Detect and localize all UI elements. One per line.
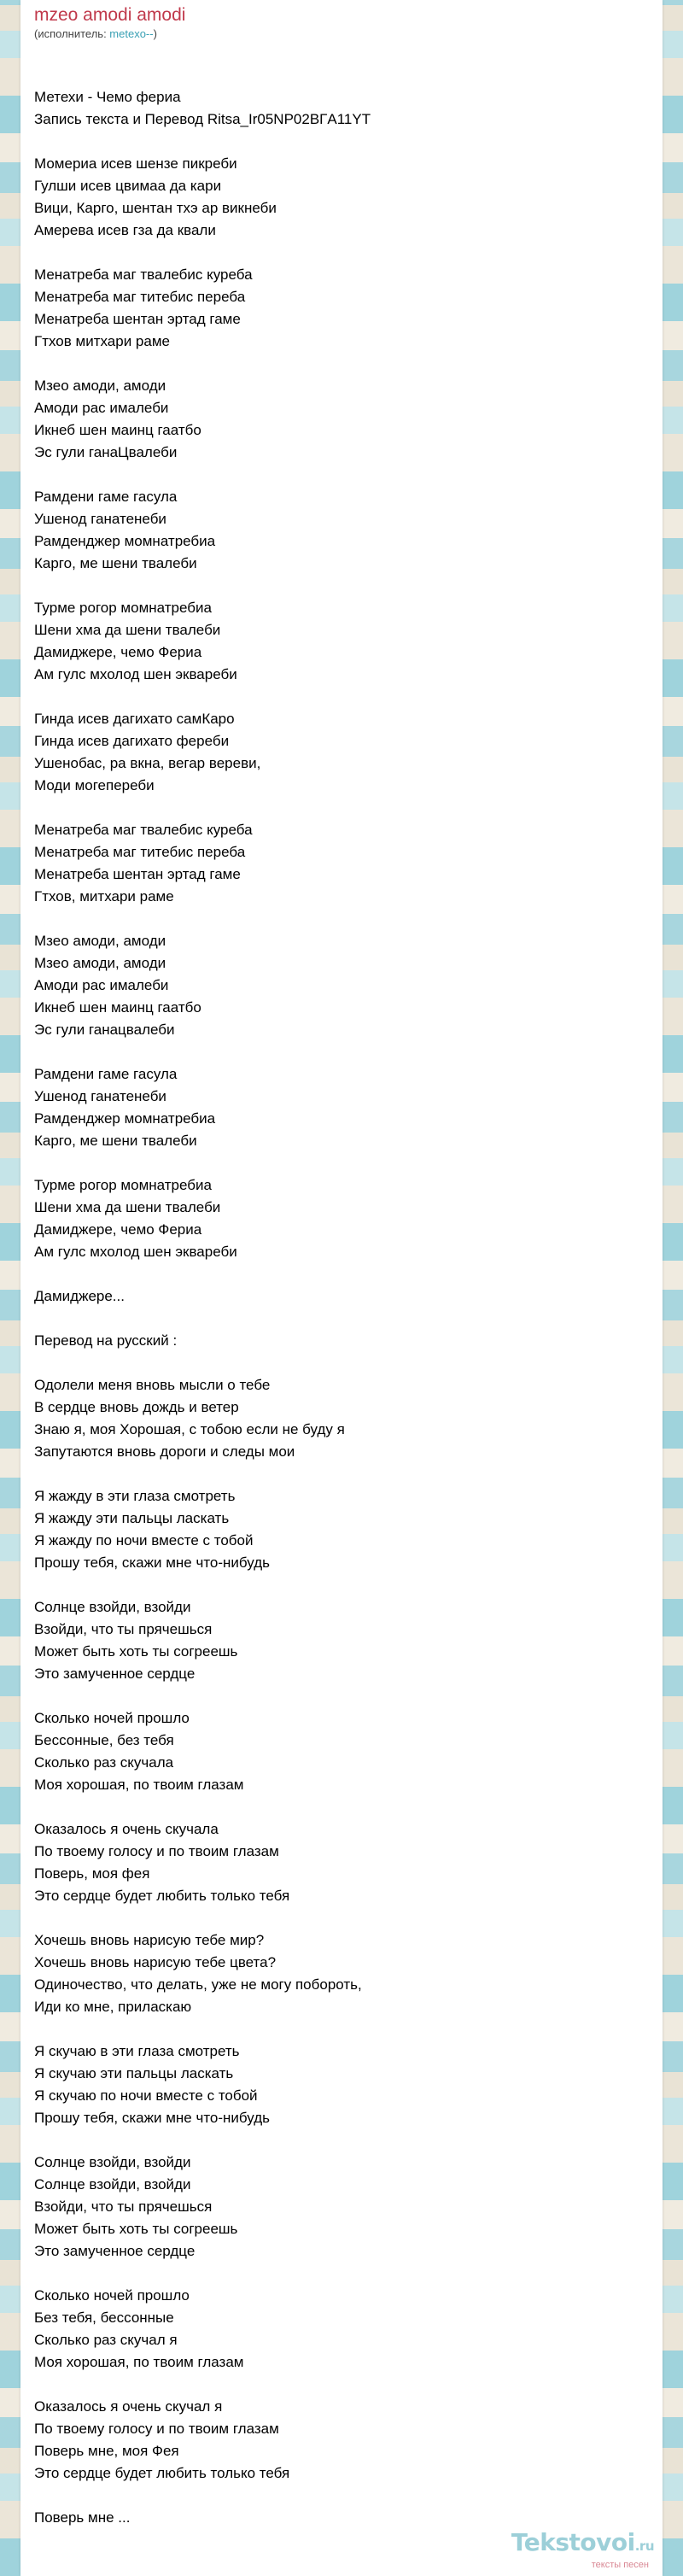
lyric-line: По твоему голосу и по твоим глазам <box>34 2421 279 2437</box>
lyrics-stanza <box>34 1330 649 1352</box>
lyric-line: Ушенод ганатенеби <box>34 511 166 527</box>
song-title: mzeo amodi amodi <box>34 5 186 25</box>
lyrics-stanza <box>34 1707 649 1796</box>
lyrics-stanza <box>34 2507 649 2529</box>
lyrics-stanza <box>34 2040 649 2129</box>
lyric-line: Сколько раз скучала <box>34 1754 174 1771</box>
lyric-line: Солнце взойди, взойди <box>34 1599 191 1615</box>
lyric-line: Взойди, что ты прячешься <box>34 2198 213 2215</box>
lyric-line: Эс гули ганацвалеби <box>34 1022 175 1038</box>
lyric-line: Сколько ночей прошло <box>34 1710 190 1726</box>
lyrics-stanza <box>34 708 649 797</box>
lyric-line: Гтхов митхари раме <box>34 333 170 349</box>
lyric-line: Перевод на русский : <box>34 1332 178 1349</box>
lyric-line: Сколько раз скучал я <box>34 2332 178 2348</box>
lyric-line: Это сердце будет любить только тебя <box>34 2465 290 2481</box>
lyric-line: Амерева исев гза да квали <box>34 222 216 238</box>
song-header <box>34 3 649 41</box>
lyric-line: Шени хма да шени твалеби <box>34 1199 221 1215</box>
lyric-line: Менатреба маг твалебис куреба <box>34 266 253 283</box>
lyric-line: Мзео амоди, амоди <box>34 955 166 971</box>
lyric-line: Поверь, моя фея <box>34 1865 150 1882</box>
lyric-line: Дамиджере, чемо Фериа <box>34 644 202 660</box>
lyric-line: Эс гули ганаЦвалеби <box>34 444 178 460</box>
lyric-line: Моя хорошая, по твоим глазам <box>34 2354 244 2370</box>
lyrics-stanza <box>34 1596 649 1685</box>
lyric-line: Ам гулс мхолод шен эквареби <box>34 1244 237 1260</box>
lyric-line: Запись текста и Перевод Ritsa_Ir05NP02BГA11YT <box>34 111 371 127</box>
lyric-line: Рамденджер момнатребиа <box>34 1110 216 1127</box>
lyric-line: Икнеб шен маинц гаатбо <box>34 999 201 1016</box>
lyric-line: Менатреба маг титебис переба <box>34 289 246 305</box>
performer-link[interactable]: metexo-- <box>109 27 154 40</box>
lyric-line: Оказалось я очень скучала <box>34 1821 219 1837</box>
lyric-line: Икнеб шен маинц гаатбо <box>34 422 201 438</box>
logo-name: Tekstovoi <box>511 2528 635 2556</box>
logo-tagline: тексты песен <box>591 2560 649 2570</box>
lyrics-stanza <box>34 597 649 686</box>
lyric-line: Гтхов, митхари раме <box>34 888 174 905</box>
lyric-line: В сердце вновь дождь и ветер <box>34 1399 239 1415</box>
lyrics-body <box>34 86 649 2551</box>
lyrics-stanza <box>34 375 649 464</box>
lyric-line: Ушенод ганатенеби <box>34 1088 166 1104</box>
lyric-line: Это сердце будет любить только тебя <box>34 1888 290 1904</box>
lyric-line: Прошу тебя, скажи мне что-нибудь <box>34 2110 271 2126</box>
lyric-line: Я скучаю по ночи вместе с тобой <box>34 2087 258 2104</box>
lyric-line: Гулши исев цвимаа да кари <box>34 178 222 194</box>
lyrics-stanza <box>34 2396 649 2485</box>
lyric-line: Мзео амоди, амоди <box>34 378 166 394</box>
lyric-line: Одолели меня вновь мысли о тебе <box>34 1377 271 1393</box>
lyrics-stanza <box>34 1818 649 1907</box>
lyric-line: Мзео амоди, амоди <box>34 933 166 949</box>
lyrics-stanza <box>34 153 649 242</box>
lyric-line: Карго, ме шени твалеби <box>34 555 197 571</box>
site-logo[interactable] <box>466 2529 654 2571</box>
lyric-line: Ушенобас, ра вкна, вегар вереви, <box>34 755 261 771</box>
lyric-line: Поверь мне ... <box>34 2509 131 2526</box>
lyric-line: Одиночество, что делать, уже не могу побороть, <box>34 1976 362 1993</box>
lyric-line: Гинда исев дагихато фереби <box>34 733 230 749</box>
lyric-line: Хочешь вновь нарисую тебе мир? <box>34 1932 265 1948</box>
lyric-line: Бессонные, без тебя <box>34 1732 174 1748</box>
lyric-line: Я скучаю эти пальцы ласкать <box>34 2065 234 2081</box>
performer-prefix: (исполнитель: <box>34 27 110 40</box>
lyric-line: Амоди рас ималеби <box>34 977 169 993</box>
lyric-line: Моя хорошая, по твоим глазам <box>34 1777 244 1793</box>
lyric-line: Поверь мне, моя Фея <box>34 2443 179 2459</box>
lyrics-stanza <box>34 86 649 131</box>
lyrics-stanza <box>34 2152 649 2263</box>
lyric-line: Сколько ночей прошло <box>34 2287 190 2304</box>
lyric-line: Метехи - Чемо фериа <box>34 89 181 105</box>
lyrics-stanza <box>34 1485 649 1574</box>
lyric-line: Это замученное сердце <box>34 2243 196 2259</box>
logo-suffix: .ru <box>634 2538 654 2554</box>
performer-line <box>34 27 649 41</box>
lyric-line: Запутаются вновь дороги и следы мои <box>34 1443 295 1460</box>
lyric-line: Рамденджер момнатребиа <box>34 533 216 549</box>
lyric-line: Турме рогор момнатребиа <box>34 1177 212 1193</box>
lyric-line: Взойди, что ты прячешься <box>34 1621 213 1637</box>
lyric-line: Прошу тебя, скажи мне что-нибудь <box>34 1554 271 1571</box>
lyrics-stanza <box>34 1374 649 1463</box>
lyric-line: Гинда исев дагихато самКаро <box>34 711 235 727</box>
lyric-line: Шени хма да шени твалеби <box>34 622 221 638</box>
lyrics-stanza <box>34 1929 649 2018</box>
lyric-line: Вици, Карго, шентан тхэ ар викнеби <box>34 200 277 216</box>
lyric-line: Солнце взойди, взойди <box>34 2154 191 2170</box>
lyric-line: Рамдени гаме гасула <box>34 489 178 505</box>
lyric-line: Я жажду по ночи вместе с тобой <box>34 1532 254 1549</box>
lyric-line: Рамдени гаме гасула <box>34 1066 178 1082</box>
lyric-line: Хочешь вновь нарисую тебе цвета? <box>34 1954 277 1970</box>
lyrics-stanza <box>34 819 649 908</box>
lyric-line: Знаю я, моя Хорошая, с тобою если не буду я <box>34 1421 345 1437</box>
content-sheet <box>20 0 663 2576</box>
lyric-line: Может быть хоть ты согреешь <box>34 1643 238 1660</box>
lyrics-stanza <box>34 1174 649 1263</box>
lyrics-stanza <box>34 1063 649 1152</box>
lyric-line: Дамиджере... <box>34 1288 125 1304</box>
lyric-line: Менатреба маг твалебис куреба <box>34 822 253 838</box>
lyric-line: Я жажду в эти глаза смотреть <box>34 1488 236 1504</box>
lyric-line: По твоему голосу и по твоим глазам <box>34 1843 279 1859</box>
lyrics-stanza <box>34 930 649 1041</box>
lyric-line: Турме рогор момнатребиа <box>34 600 212 616</box>
lyrics-stanza <box>34 264 649 353</box>
lyric-line: Может быть хоть ты согреешь <box>34 2221 238 2237</box>
lyric-line: Я жажду эти пальцы ласкать <box>34 1510 230 1526</box>
lyric-line: Иди ко мне, приласкаю <box>34 1999 192 2015</box>
lyric-line: Момериа исев шензе пикреби <box>34 155 237 172</box>
lyric-line: Без тебя, бессонные <box>34 2310 174 2326</box>
lyric-line: Ам гулс мхолод шен эквареби <box>34 666 237 682</box>
lyric-line: Солнце взойди, взойди <box>34 2176 191 2193</box>
lyrics-stanza <box>34 486 649 575</box>
lyric-line: Моди могепереби <box>34 777 155 793</box>
lyric-line: Амоди рас ималеби <box>34 400 169 416</box>
performer-suffix: ) <box>153 27 157 40</box>
lyric-line: Это замученное сердце <box>34 1666 196 1682</box>
lyrics-stanza <box>34 1285 649 1308</box>
logo-wordmark <box>466 2529 654 2560</box>
lyric-line: Я скучаю в эти глаза смотреть <box>34 2043 240 2059</box>
lyric-line: Менатреба маг титебис переба <box>34 844 246 860</box>
lyric-line: Менатреба шентан эртад гаме <box>34 866 241 882</box>
lyric-line: Менатреба шентан эртад гаме <box>34 311 241 327</box>
lyric-line: Оказалось я очень скучал я <box>34 2398 223 2415</box>
lyrics-stanza <box>34 2285 649 2374</box>
lyric-line: Карго, ме шени твалеби <box>34 1133 197 1149</box>
lyric-line: Дамиджере, чемо Фериа <box>34 1221 202 1238</box>
